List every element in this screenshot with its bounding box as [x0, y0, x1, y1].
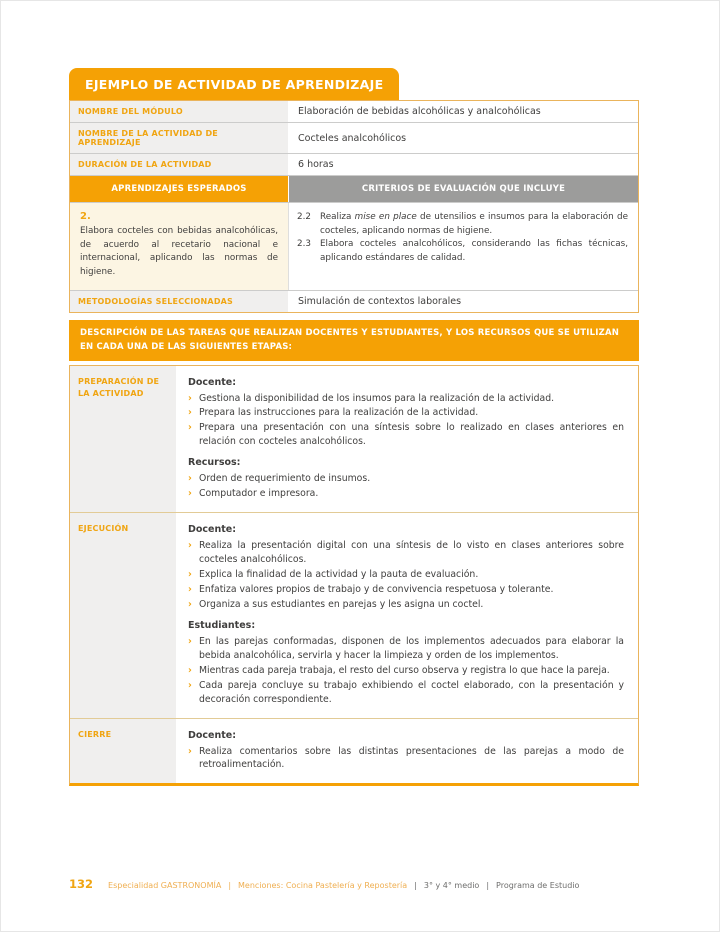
chevron-bullet-icon: ›: [188, 583, 192, 595]
stage-label: PREPARACIÓN DE LA ACTIVIDAD: [70, 366, 176, 513]
methodology-label: METODOLOGÍAS SELECCIONADAS: [70, 291, 288, 312]
bullet-text: Prepara una presentación con una síntesis sobre lo realizado en clases anteriores en relación con cocteles analcohólicos.: [199, 422, 624, 448]
footer-segment: Especialidad GASTRONOMÍA: [108, 881, 222, 890]
bullet-item: [188, 745, 624, 773]
stages-table: [69, 365, 639, 787]
bullet-item: [188, 406, 624, 420]
learning-content-row: [70, 203, 638, 291]
expected-learning-number: 2.: [80, 211, 91, 222]
criterion-item: [297, 238, 628, 265]
criterion-item: [297, 211, 628, 238]
learning-header-row: [70, 176, 638, 203]
footer-segment: 3° y 4° medio: [423, 881, 480, 890]
info-row-value: Cocteles analcohólicos: [288, 123, 638, 153]
chevron-bullet-icon: ›: [188, 679, 192, 691]
bullet-text: Enfatiza valores propios de trabajo y de convivencia respetuosa y tolerante.: [199, 583, 554, 595]
expected-learning-text: Elabora cocteles con bebidas analcohólicas, de acuerdo al recetario nacional e internacional, aplicando las normas de higiene.: [80, 226, 278, 277]
methodology-value: Simulación de contextos laborales: [288, 291, 638, 312]
bullet-item: [188, 421, 624, 449]
page-footer: [69, 877, 579, 891]
chevron-bullet-icon: ›: [188, 598, 192, 610]
description-banner: DESCRIPCIÓN DE LAS TAREAS QUE REALIZAN DOCENTES Y ESTUDIANTES, Y LOS RECURSOS QUE SE UTILIZAN EN CADA UNA DE LAS SIGUIENTES ETAPAS:: [69, 320, 639, 361]
bullet-item: [188, 583, 624, 597]
stage-label: EJECUCIÓN: [70, 513, 176, 717]
bullet-item: [188, 487, 624, 501]
criterion-number: 2.2: [297, 212, 311, 222]
stage-row: [70, 719, 638, 784]
chevron-bullet-icon: ›: [188, 635, 192, 647]
criterion-text-segment: Elabora cocteles analcohólicos, considerando las fichas técnicas, aplicando estándares de calidad.: [320, 239, 628, 263]
task-group-items: [188, 635, 624, 707]
bullet-item: [188, 472, 624, 486]
stage-row: [70, 366, 638, 514]
stage-content: [176, 366, 638, 513]
task-group: [188, 730, 624, 773]
criterion-text: [320, 238, 628, 265]
methodology-row: [70, 291, 638, 312]
task-group: [188, 620, 624, 707]
stage-row: [70, 513, 638, 718]
bullet-text: Cada pareja concluye su trabajo exhibiendo el coctel elaborado, con la presentación y decoración correspondiente.: [199, 679, 624, 705]
criterion-text-segment: mise en place: [354, 212, 417, 222]
chevron-bullet-icon: ›: [188, 745, 192, 757]
evaluation-criteria-header: CRITERIOS DE EVALUACIÓN QUE INCLUYE: [288, 176, 638, 202]
bullet-item: [188, 664, 624, 678]
info-row-value: 6 horas: [288, 154, 638, 175]
page-content: [69, 68, 639, 786]
task-group-items: [188, 539, 624, 612]
chevron-bullet-icon: ›: [188, 664, 192, 676]
task-group-items: [188, 745, 624, 773]
bullet-text: Orden de requerimiento de insumos.: [199, 473, 371, 485]
bullet-item: [188, 392, 624, 406]
bullet-text: Organiza a sus estudiantes en parejas y les asigna un coctel.: [199, 598, 484, 610]
bullet-item: [188, 679, 624, 707]
footer-segment: Menciones: Cocina Pastelería y Repostería: [238, 881, 408, 890]
bullet-text: Computador e impresora.: [199, 488, 319, 500]
page-title: EJEMPLO DE ACTIVIDAD DE APRENDIZAJE: [69, 68, 399, 100]
bullet-item: [188, 598, 624, 612]
task-group-heading: Docente:: [188, 524, 237, 536]
footer-segment: Programa de Estudio: [496, 881, 580, 890]
info-row-label: DURACIÓN DE LA ACTIVIDAD: [70, 154, 288, 175]
bullet-text: Prepara las instrucciones para la realización de la actividad.: [199, 407, 479, 419]
criterion-text-segment: de utensilios e insumos para la elaboración de cocteles, aplicando normas de higiene.: [320, 212, 628, 236]
task-group-heading: Docente:: [188, 729, 237, 741]
footer-segment: |: [486, 881, 490, 890]
chevron-bullet-icon: ›: [188, 473, 192, 485]
bullet-item: [188, 539, 624, 567]
chevron-bullet-icon: ›: [188, 407, 192, 419]
task-group: [188, 457, 624, 501]
task-group-heading: Recursos:: [188, 457, 241, 469]
chevron-bullet-icon: ›: [188, 392, 192, 404]
criterion-number: 2.3: [297, 239, 311, 250]
task-group-heading: Docente:: [188, 376, 237, 388]
bullet-text: Gestiona la disponibilidad de los insumos para la realización de la actividad.: [199, 392, 555, 404]
info-row: [70, 101, 638, 123]
task-group: [188, 377, 624, 450]
stage-label: CIERRE: [70, 719, 176, 784]
page-number: 132: [69, 877, 94, 891]
stage-content: [176, 513, 638, 717]
bullet-text: Explica la finalidad de la actividad y la pauta de evaluación.: [199, 569, 479, 581]
bullet-item: [188, 568, 624, 582]
task-group: [188, 524, 624, 612]
expected-learning-cell: [70, 203, 288, 290]
info-row: [70, 123, 638, 154]
bullet-item: [188, 635, 624, 663]
task-group-items: [188, 392, 624, 450]
task-group-heading: Estudiantes:: [188, 619, 256, 631]
footer-text: [108, 881, 579, 890]
chevron-bullet-icon: ›: [188, 488, 192, 500]
bullet-text: Mientras cada pareja trabaja, el resto del curso observa y registra lo que hace la pareja.: [199, 664, 610, 676]
info-row-label: NOMBRE DE LA ACTIVIDAD DE APRENDIZAJE: [70, 123, 288, 153]
bullet-text: Realiza la presentación digital con una síntesis de lo visto en clases anteriores sobre cocteles analcohólicos.: [199, 540, 624, 566]
info-row-value: Elaboración de bebidas alcohólicas y analcohólicas: [288, 101, 638, 122]
criterion-text: [320, 211, 628, 238]
expected-learning-header: APRENDIZAJES ESPERADOS: [70, 176, 288, 202]
bullet-text: En las parejas conformadas, disponen de los implementos adecuados para elaborar la bebida analcohólica, servirla y hacer la limpieza y orden de los implementos.: [199, 635, 624, 661]
stage-content: [176, 719, 638, 784]
info-row: [70, 154, 638, 176]
bullet-text: Realiza comentarios sobre las distintas presentaciones de las parejas a modo de retroalimentación.: [199, 745, 624, 771]
info-row-label: NOMBRE DEL MÓDULO: [70, 101, 288, 122]
criteria-cell: [288, 203, 638, 290]
task-group-items: [188, 472, 624, 501]
footer-segment: |: [228, 881, 232, 890]
chevron-bullet-icon: ›: [188, 569, 192, 581]
criterion-text-segment: Realiza: [320, 212, 355, 222]
footer-segment: |: [414, 881, 417, 890]
chevron-bullet-icon: ›: [188, 540, 192, 552]
activity-info-table: [69, 100, 639, 313]
info-rows: [70, 101, 638, 176]
chevron-bullet-icon: ›: [188, 422, 192, 434]
